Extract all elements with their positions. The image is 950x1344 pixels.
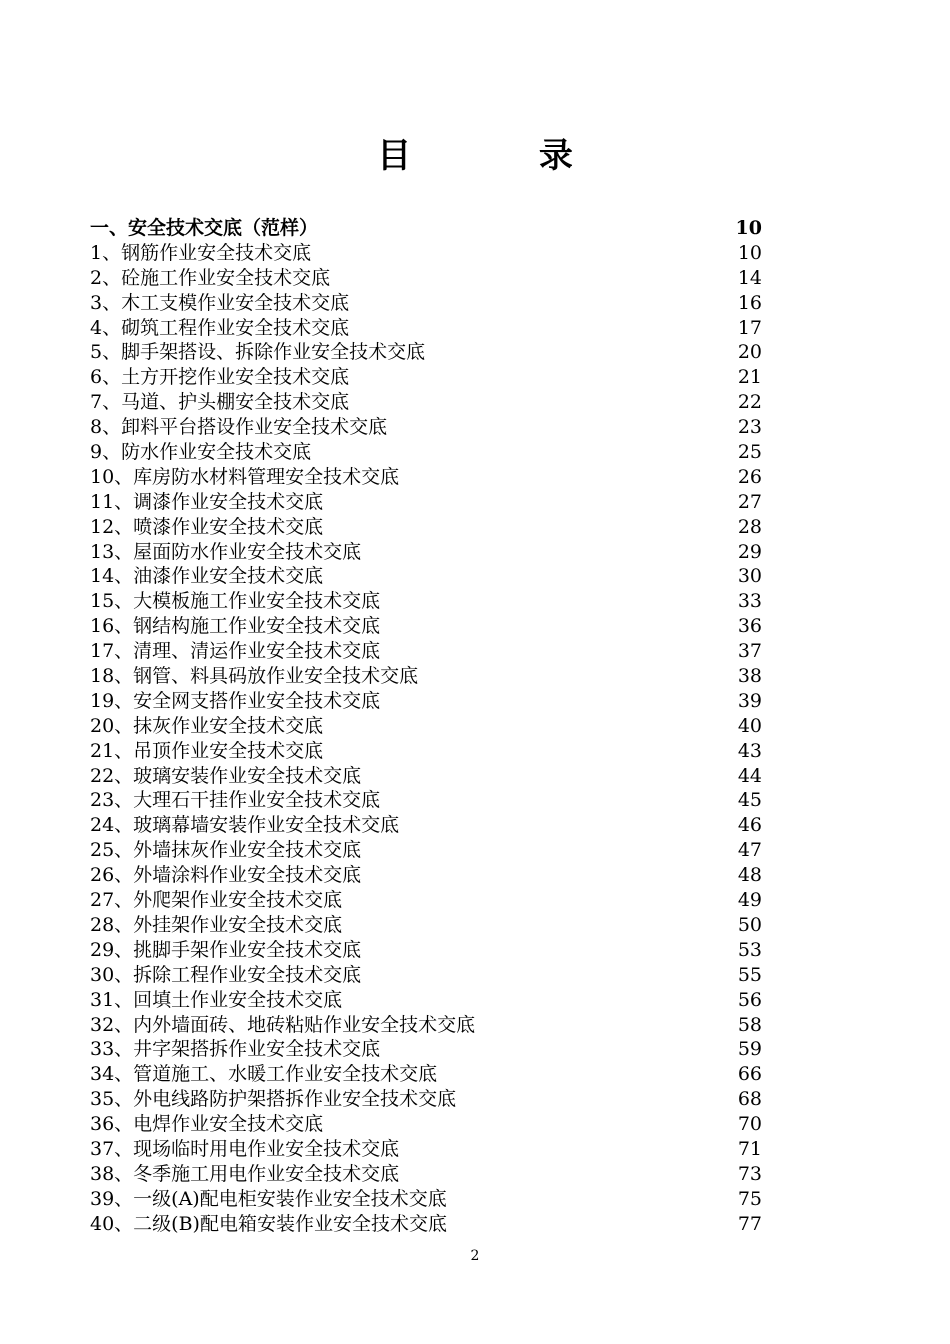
- toc-entry-page: 73: [737, 1162, 762, 1185]
- table-of-contents: [90, 216, 762, 1237]
- toc-entry[interactable]: [90, 1162, 762, 1187]
- toc-entry-page: 66: [737, 1063, 762, 1086]
- page-title: 目 录: [377, 136, 631, 176]
- toc-entry-page: 50: [737, 913, 762, 936]
- toc-entry-label: 5、脚手架搭设、拆除作业安全技术交底: [90, 341, 426, 364]
- toc-entry-page: 53: [737, 938, 762, 961]
- toc-entry-page: 68: [737, 1088, 762, 1111]
- toc-entry-label: 2、砼施工作业安全技术交底: [90, 266, 331, 289]
- toc-entry[interactable]: [90, 913, 762, 938]
- toc-entry-label: 36、电焊作业安全技术交底: [90, 1113, 324, 1136]
- toc-entry-label: 17、清理、清运作业安全技术交底: [90, 640, 381, 663]
- toc-entry-label: 33、井字架搭拆作业安全技术交底: [90, 1038, 381, 1061]
- toc-entry-page: 27: [737, 490, 762, 513]
- toc-entry[interactable]: [90, 490, 762, 515]
- toc-entry-label: 13、屋面防水作业安全技术交底: [90, 540, 362, 563]
- toc-entry[interactable]: [90, 540, 762, 565]
- toc-entry-label: 23、大理石干挂作业安全技术交底: [90, 789, 381, 812]
- toc-entry-label: 18、钢管、料具码放作业安全技术交底: [90, 665, 419, 688]
- toc-entry[interactable]: [90, 316, 762, 341]
- toc-entry-page: 33: [737, 590, 762, 613]
- toc-entry-page: 40: [737, 714, 762, 737]
- toc-entry[interactable]: [90, 863, 762, 888]
- toc-entry[interactable]: [90, 938, 762, 963]
- toc-entry-page: 20: [737, 341, 762, 364]
- toc-entry-page: 55: [737, 963, 762, 986]
- toc-entry-page: 29: [737, 540, 762, 563]
- toc-entry[interactable]: [90, 764, 762, 789]
- toc-entry-label: 34、管道施工、水暖工作业安全技术交底: [90, 1063, 438, 1086]
- toc-entry[interactable]: [90, 241, 762, 266]
- toc-entry[interactable]: [90, 589, 762, 614]
- toc-entry-page: 70: [737, 1113, 762, 1136]
- toc-entry-label: 25、外墙抹灰作业安全技术交底: [90, 839, 362, 862]
- toc-entry-label: 37、现场临时用电作业安全技术交底: [90, 1137, 400, 1160]
- toc-entry-label: 4、砌筑工程作业安全技术交底: [90, 316, 350, 339]
- toc-entry-label: 24、玻璃幕墙安装作业安全技术交底: [90, 814, 400, 837]
- toc-entry[interactable]: [90, 1137, 762, 1162]
- toc-entry-label: 11、调漆作业安全技术交底: [90, 490, 324, 513]
- toc-entry-label: 30、拆除工程作业安全技术交底: [90, 963, 362, 986]
- toc-entry-label: 21、吊顶作业安全技术交底: [90, 739, 324, 762]
- toc-entry[interactable]: [90, 813, 762, 838]
- toc-entry-page: 44: [737, 764, 762, 787]
- toc-entry[interactable]: [90, 390, 762, 415]
- toc-entry-page: 77: [737, 1212, 762, 1235]
- toc-entry[interactable]: [90, 266, 762, 291]
- toc-entry[interactable]: [90, 415, 762, 440]
- toc-entry[interactable]: [90, 963, 762, 988]
- toc-entry[interactable]: [90, 739, 762, 764]
- toc-entry-label: 31、回填土作业安全技术交底: [90, 988, 343, 1011]
- toc-entry[interactable]: [90, 564, 762, 589]
- toc-entry-page: 39: [737, 689, 762, 712]
- toc-entry-label: 22、玻璃安装作业安全技术交底: [90, 764, 362, 787]
- toc-entry-page: 75: [737, 1187, 762, 1210]
- toc-entry-page: 46: [737, 814, 762, 837]
- toc-entry-page: 23: [737, 416, 762, 439]
- toc-entry-page: 59: [737, 1038, 762, 1061]
- toc-entry[interactable]: [90, 714, 762, 739]
- toc-entry-page: 49: [737, 889, 762, 912]
- toc-entry-page: 26: [737, 465, 762, 488]
- toc-entry-page: 21: [737, 366, 762, 389]
- toc-entry[interactable]: [90, 1212, 762, 1237]
- toc-entry[interactable]: [90, 639, 762, 664]
- toc-entry-label: 8、卸料平台搭设作业安全技术交底: [90, 416, 388, 439]
- toc-entry-page: 14: [737, 266, 762, 289]
- toc-entry-page: 22: [737, 391, 762, 414]
- toc-entry-page: 16: [737, 291, 762, 314]
- toc-entry-label: 7、马道、护头棚安全技术交底: [90, 391, 350, 414]
- toc-entry-page: 56: [737, 988, 762, 1011]
- toc-entry-page: 45: [737, 789, 762, 812]
- toc-entry[interactable]: [90, 340, 762, 365]
- toc-entry[interactable]: [90, 365, 762, 390]
- page-number: 2: [470, 1248, 480, 1264]
- toc-entry[interactable]: [90, 788, 762, 813]
- toc-entry-label: 28、外挂架作业安全技术交底: [90, 913, 343, 936]
- toc-entry-page: 30: [737, 565, 762, 588]
- toc-entry[interactable]: [90, 689, 762, 714]
- toc-entry-label: 一、安全技术交底（范样）: [90, 217, 319, 239]
- toc-section-heading[interactable]: [90, 216, 762, 241]
- toc-entry-label: 32、内外墙面砖、地砖粘贴作业安全技术交底: [90, 1013, 476, 1036]
- toc-entry-page: 38: [737, 665, 762, 688]
- toc-entry-page: 48: [737, 864, 762, 887]
- toc-entry-label: 15、大模板施工作业安全技术交底: [90, 590, 381, 613]
- toc-entry-label: 20、抹灰作业安全技术交底: [90, 714, 324, 737]
- toc-entry[interactable]: [90, 1187, 762, 1212]
- toc-entry-page: 17: [737, 316, 762, 339]
- toc-entry[interactable]: [90, 888, 762, 913]
- toc-entry-label: 29、挑脚手架作业安全技术交底: [90, 938, 362, 961]
- toc-entry[interactable]: [90, 515, 762, 540]
- toc-entry-label: 39、一级(A)配电柜安装作业安全技术交底: [90, 1187, 447, 1210]
- toc-entry-label: 19、安全网支搭作业安全技术交底: [90, 689, 381, 712]
- toc-entry[interactable]: [90, 988, 762, 1013]
- toc-entry[interactable]: [90, 1112, 762, 1137]
- toc-entry-page: 36: [737, 615, 762, 638]
- toc-entry-label: 3、木工支模作业安全技术交底: [90, 291, 350, 314]
- toc-entry-label: 1、钢筋作业安全技术交底: [90, 241, 312, 264]
- toc-entry-label: 27、外爬架作业安全技术交底: [90, 889, 343, 912]
- toc-entry-page: 10: [737, 241, 762, 264]
- toc-entry-label: 26、外墙涂料作业安全技术交底: [90, 864, 362, 887]
- toc-entry[interactable]: [90, 1087, 762, 1112]
- toc-entry-label: 16、钢结构施工作业安全技术交底: [90, 615, 381, 638]
- toc-entry-page: 28: [737, 515, 762, 538]
- toc-entry[interactable]: [90, 1013, 762, 1038]
- toc-entry-label: 38、冬季施工用电作业安全技术交底: [90, 1162, 400, 1185]
- toc-entry-page: 58: [737, 1013, 762, 1036]
- toc-entry-page: 71: [737, 1137, 762, 1160]
- toc-entry-page: 47: [737, 839, 762, 862]
- toc-entry[interactable]: [90, 465, 762, 490]
- toc-entry[interactable]: [90, 440, 762, 465]
- toc-entry-label: 9、防水作业安全技术交底: [90, 441, 312, 464]
- toc-entry-page: 10: [735, 217, 762, 239]
- toc-entry-label: 40、二级(B)配电箱安装作业安全技术交底: [90, 1212, 447, 1235]
- toc-entry[interactable]: [90, 838, 762, 863]
- toc-entry-page: 25: [737, 441, 762, 464]
- toc-entry[interactable]: [90, 614, 762, 639]
- toc-entry[interactable]: [90, 1037, 762, 1062]
- toc-entry-label: 6、土方开挖作业安全技术交底: [90, 366, 350, 389]
- toc-entry[interactable]: [90, 1062, 762, 1087]
- toc-entry[interactable]: [90, 291, 762, 316]
- toc-entry-label: 10、库房防水材料管理安全技术交底: [90, 465, 400, 488]
- toc-entry-page: 43: [737, 739, 762, 762]
- toc-entry-label: 12、喷漆作业安全技术交底: [90, 515, 324, 538]
- toc-entry-label: 14、油漆作业安全技术交底: [90, 565, 324, 588]
- toc-entry[interactable]: [90, 664, 762, 689]
- toc-entry-page: 37: [737, 640, 762, 663]
- toc-entry-label: 35、外电线路防护架搭拆作业安全技术交底: [90, 1088, 457, 1111]
